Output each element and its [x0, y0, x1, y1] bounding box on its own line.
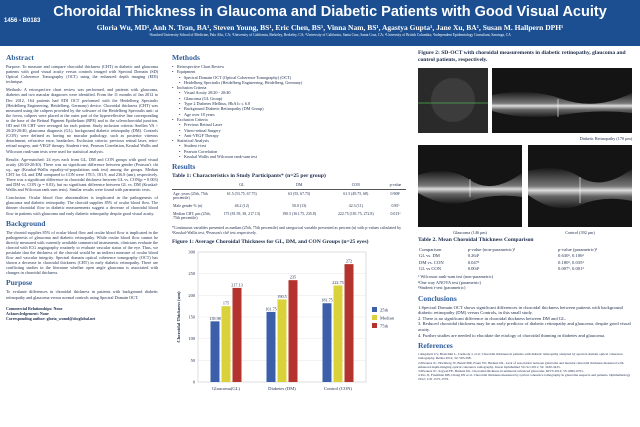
- abstract-conclusion: Conclusion: Ocular blood flow abnormalities is implicated in the pathogenesis of glaucoma and diabetic retinopathy. The choroid supplies 85% of ocular blood flow. The thinner choroidal flow in diabetic measurements suggest a decrease of choroidal blood flow in patients with glaucoma and early diabetic retinopathy despite good visual acuity.: [6, 195, 158, 216]
- purpose-text: To evaluate differences in choroidal thickness in patients with background diabetic retinopathy and glaucoma versus normal controls using Spectral Domain OCT.: [6, 289, 158, 300]
- results-heading: Results: [172, 162, 196, 172]
- methods-item-text: Type 2 Diabetes Mellitus, HbA1c ≤ 6.0: [184, 101, 250, 107]
- x-tick-label: Control (CON): [324, 386, 352, 392]
- table1-header-cell: p-value: [385, 182, 406, 189]
- table2-cell: 0.180¹, 0.035³: [558, 259, 584, 265]
- methods-item-text: Retrospective Chart Review: [177, 64, 225, 69]
- oct-scan-images: [418, 65, 632, 237]
- bullet-icon: •: [179, 95, 181, 101]
- bullet-icon: •: [179, 101, 181, 107]
- table-row: [418, 266, 632, 273]
- background-text: The choroid supplies 85% of ocular blood flow and ocular blood flow is implicated in the pathogenesis of glaucoma and diabetic retinopathy. While ocular blood flow cannot be directly measured with currently available commercial instruments, clinicians evaluate the choroid with ICG angiography routinely to evaluate vascular status of the eye. Thus, we postulate that the thickness of the choroid would be an indirect measure of ocular blood flow and vascular integrity. Spectral domain optical coherence tomography (OCT) has shown a decrease in choroidal thickness (CHT) in early diabetic retinopathy. There are conflicting studies in the literature whether open angle glaucoma is associated with changes in choroidal thickness.: [6, 229, 158, 276]
- bar: [222, 307, 231, 383]
- abstract-heading: Abstract: [6, 53, 34, 62]
- table2-cell: GL vs CON: [419, 266, 442, 272]
- y-tick-label: 250: [188, 271, 195, 277]
- legend-label: Median: [380, 315, 395, 321]
- background-heading: Background: [6, 218, 46, 228]
- y-tick-label: 150: [188, 314, 195, 320]
- table2-note: ³Student t-test (parametric): [418, 285, 466, 291]
- methods-item-text: Anti-VEGF Therapy: [184, 132, 219, 138]
- y-axis-label: Choroidal Thickness (um): [176, 291, 181, 344]
- author-list: Gloria Wu, MD¹, Anh N. Tran, BA¹, Steven Young, BS¹, Eric Chen, BS¹, Vinna Nam, BS¹, Agastya Gupta¹, Jane Xu, BA¹, Susan M. Hallpern DPH¹: [96, 23, 564, 32]
- table1-cell: 61.5 (49.75, 68): [343, 191, 369, 196]
- table2-cell: GL vs. DM: [419, 253, 440, 259]
- right-column: [418, 50, 634, 382]
- left-column: [6, 50, 158, 321]
- conclusions-list: [418, 305, 634, 339]
- reference-item: 2.Mwanza JC, Hochberg JT, Banitt MR, Feuer WJ, Budenz DL. Lack of association between glaucoma and macular choroidal thickness measured with enhanced depth-imaging optical coherence tomography. Invest Ophthalmol Vis Sci 2011; 52: 3430-3435.: [418, 360, 624, 369]
- conclusion-item: 4. Further studies are needed to elucidate the etiology of choroidal thinning in diabetes and glaucoma.: [418, 332, 606, 338]
- table1-cell: 0.013³: [390, 211, 401, 216]
- bar: [278, 300, 287, 383]
- bullet-icon: •: [172, 69, 174, 75]
- table1-cell: 42.3 (11): [348, 203, 363, 208]
- label-glaucoma: Glaucoma (146 μm): [453, 230, 487, 235]
- table1-caption: Table 1: Characteristics in Study Participants* (n=25 per group): [172, 173, 326, 180]
- table-row: [172, 210, 406, 222]
- bullet-icon: •: [179, 143, 181, 149]
- methods-item-text: Pearson Correlation: [184, 148, 218, 154]
- bullet-icon: •: [179, 90, 181, 96]
- figure1-caption: Figure 1: Average Choroidal Thickness for GL, DM, and CON Groups (n=25 eyes): [172, 239, 369, 246]
- bar-value-label: 217.13: [231, 282, 243, 288]
- bullet-icon: •: [179, 106, 181, 112]
- figure2-images: [418, 65, 632, 237]
- table-row: [418, 259, 632, 266]
- methods-item-text: Student t-test: [184, 143, 207, 149]
- bar: [233, 288, 242, 382]
- methods-item-text: Spectral Domain OCT (Optical Coherence Tomography) (OCT): [184, 74, 292, 80]
- table2-cell: 0.047¹: [467, 259, 480, 265]
- bar: [334, 286, 343, 383]
- table-row: [172, 189, 406, 202]
- bar: [323, 304, 332, 383]
- table1-cell: Age, years (25th, 75th percentile): [173, 191, 208, 201]
- affiliation-line: ¹Stanford University School of Medicine, Palo Alto, CA; ²University of California, Berkeley, Berkeley, CA; ³University of California, Santa Cruz, Santa Cruz, CA; ⁴University of British Columbia; ⁵Independent Epidemiology Consultant, Saratoga, CA: [149, 33, 511, 37]
- legend-swatch: [372, 307, 377, 312]
- methods-item-text: Age over 18 years: [184, 111, 215, 117]
- table1-cell: 0.85²: [391, 203, 400, 208]
- bullet-icon: •: [172, 116, 174, 122]
- poster-title: Choroidal Thickness in Glaucoma and Diabetic Patients with Good Visual Acuity: [53, 4, 607, 20]
- bullet-icon: •: [179, 154, 181, 160]
- bullet-icon: •: [172, 138, 174, 144]
- bullet-icon: •: [179, 127, 181, 133]
- oct-image-glaucoma: [418, 145, 522, 227]
- table1-cell: 46.2 (12): [234, 203, 249, 208]
- table1-header-cell: GL: [212, 182, 272, 189]
- support-line: Acknowledgement: None: [6, 310, 49, 316]
- poster-id: 1456 - B0183: [4, 18, 41, 24]
- table2-header-cell: p-value (parametric)²: [558, 246, 598, 252]
- methods-item: [172, 154, 406, 159]
- table2-cell: 0.004¹: [467, 266, 480, 272]
- table2-notes: [418, 274, 634, 290]
- bar-value-label: 235: [289, 275, 297, 281]
- table2-header-cell: Comparison: [419, 246, 442, 252]
- table2-caption: Table 2. Mean Choroidal Thickness Comparison: [418, 237, 534, 243]
- table2-note: ¹ Wilcoxon rank-sum test (non-parametric): [418, 274, 494, 280]
- methods-item-text: Kruskal Wallis and Wilcoxon rank-sum test: [184, 154, 257, 160]
- methods-heading: Methods: [172, 53, 200, 62]
- x-tick-label: Diabetes (DM): [268, 386, 296, 392]
- table1-cell: 190.5 (161.75, 235.8): [282, 211, 317, 216]
- x-tick-label: Glaucoma(GL): [211, 386, 241, 392]
- figure1-chart: [172, 246, 406, 396]
- table1-cell: 222.75 (181.75, 272.8): [337, 211, 374, 216]
- bar-chart-svg: [172, 246, 406, 396]
- y-tick-label: 0: [192, 379, 195, 385]
- conclusion-item: 1.Spectral Domain OCT shows significant differences in choroidal thickness between patients with background diabetic retinopathy (DM) versus Controls, in this small study.: [418, 304, 623, 316]
- bullet-icon: •: [179, 132, 181, 138]
- reference-item: 4.Yeo JJ, Friedman DB, Chang DS et al. Choroidal thickness measured by optical coherence tomography in glaucoma suspects and patients. Ophthalmology 2012; 119: 1575-1579.: [418, 373, 631, 382]
- reference-item: 3.Mwanza JC, Sayyad FE, Budenz DL. Choroidal thickness in unilateral advanced glaucoma. IOVS 2012; 53: 6695-6701.: [418, 368, 584, 373]
- contact-block: [6, 306, 158, 321]
- methods-list: [172, 64, 406, 159]
- references-heading: References: [418, 341, 453, 351]
- table1-header-cell: DM: [272, 182, 327, 189]
- bullet-icon: •: [172, 85, 174, 91]
- methods-item-text: Vitreo-retinal Surgery: [184, 127, 221, 133]
- bar-value-label: 175: [222, 301, 230, 307]
- methods-item-text: Previous Retinal Laser: [184, 122, 223, 128]
- table2: [418, 246, 632, 272]
- y-tick-label: 100: [188, 336, 195, 342]
- table2-cell: 0.630¹, 0.106³: [558, 253, 584, 259]
- table1-header-cell: [172, 182, 212, 189]
- methods-item-text: Heidelberg Spectralis (Heidelberg Engineering, Heidelberg, Germany): [184, 79, 303, 85]
- bar: [267, 312, 276, 382]
- legend-label: 25th: [380, 307, 389, 313]
- abstract-methods: Methods: A retrospective chart review was performed, and patients with glaucoma, diabetes and two macular diagnoses were identified. From the 11 months of Jan 2012 to Dec 2012, 164 patients had EDI OCT performed with the Heidelberg Spectralis (Heidelberg Engineering, Heidelberg, Germany) device. Choroidal thickness (CHT) was measured using the calipers provided by the software of the Heidelberg Spectralis unit: at the fovea, calipers were placed at the outer part of the hyperreflective line corresponding to the base of the Retinal Pigment Epithelium (RPE) and to the sclerochoroidal junction. OD and OS CHT were averaged for each patient. Study inclusion criteria: Snellen VA > 20/20-20/40, glaucoma diagnosis (GL), background diabetic retinopathy (DM). Controls (CON) were defined as having no macular pathology, such as posterior vitreous detachment, refractive error, headaches. Exclusion criteria: previous retinal laser, retro-retinal surgery, anti-VEGF therapy. Student t-test, Pearson Correlation, Kruskal Wallis and Wilcoxon rank-sum tests were used for statistical analysis.: [6, 87, 158, 154]
- table1-cell: Male gender % (n): [173, 203, 203, 208]
- table2-header-cell: p-value (non-parametric)¹: [467, 246, 516, 252]
- table2-cell: DM vs. CON: [419, 259, 444, 265]
- methods-item-text: Visual Acuity 20/20 - 20/40: [184, 90, 231, 96]
- bullet-icon: •: [179, 79, 181, 85]
- abstract-results: Results: Age-matched: 24 eyes each from GL, DM and CON groups with good visual acuity (20/20-20/40). There was no significant difference between gender (Pearson's chi sq., age (Kruskal-Wallis equality-of-populations rank test) among the groups. Median CHT for GL and DM compared to CON were 178.5, 181.9, and 236.8 (um), respectively. There was a significant difference in choroidal thickness between GL vs. CON(p = 0.003) and DM vs. CON (p = 0.03), but no significant difference between GL vs. DM (Kruskal-Wallis and Wilcoxon rank sum tests). Similar results were found with parametric tests.: [6, 156, 158, 193]
- methods-item-text: Inclusion Criteria: [177, 85, 207, 91]
- purpose-heading: Purpose: [6, 278, 33, 288]
- y-tick-label: 200: [188, 293, 195, 299]
- table1-cell: Median CHT, μm (25th, 75th percentile): [173, 211, 211, 221]
- label-control: Control (392 μm): [565, 230, 595, 235]
- table-row: [418, 253, 632, 260]
- poster-banner: [0, 0, 640, 46]
- methods-item-text: Background Diabetic Retinopathy (DM Group): [184, 106, 264, 112]
- bar-value-label: 190.5: [277, 294, 287, 300]
- corresponding-author: Corresponding author: gloria_wumd@sbcglobal.net: [6, 315, 96, 321]
- methods-item-text: Equipment: [177, 69, 196, 75]
- legend-swatch: [372, 323, 377, 328]
- table2-cell: 0.264¹: [467, 253, 480, 259]
- table1-header-cell: CON: [327, 182, 385, 189]
- bar: [345, 265, 354, 383]
- table2-note: ²One way ANOVA test (parametric): [418, 279, 481, 285]
- table1-cell: 61.5 (53.75, 67.75): [226, 191, 257, 196]
- table1: [172, 182, 406, 222]
- bar-value-label: 222.75: [332, 280, 344, 286]
- bar-value-label: 272: [345, 259, 353, 265]
- y-tick-label: 50: [190, 358, 195, 364]
- oct-image-diabetic: [418, 68, 632, 133]
- bullet-icon: •: [179, 122, 181, 128]
- legend-label: 75th: [380, 323, 389, 329]
- middle-column: [172, 50, 406, 396]
- bar: [289, 281, 298, 383]
- legend-swatch: [372, 315, 377, 320]
- bar: [211, 322, 220, 383]
- conclusions-heading: Conclusions: [418, 293, 457, 303]
- references-list: [418, 352, 634, 381]
- oct-image-control: [528, 145, 632, 227]
- methods-item-text: Statistical Analysis: [177, 138, 209, 144]
- bar-value-label: 139.98: [209, 316, 221, 322]
- table-row: [172, 202, 406, 210]
- bullet-icon: •: [179, 74, 181, 80]
- figure2-caption: Figure 2: SD-OCT with choroidal measurements in diabetic retinopathy, glaucoma and control patients, respectively.: [418, 50, 626, 63]
- bullet-icon: •: [172, 64, 174, 69]
- bar-value-label: 181.75: [321, 298, 333, 304]
- y-tick-label: 300: [188, 249, 195, 255]
- table1-cell: 175 (81.59, 38, 217.13): [223, 211, 261, 216]
- table1-cell: 0.908¹: [390, 191, 401, 196]
- conclusion-item: 2. There is no significant difference in choroidal thickness between DM and GL.: [418, 315, 567, 321]
- bullet-icon: •: [179, 111, 181, 117]
- table1-cell: 50.0 (13): [292, 203, 307, 208]
- table1-cell: 63 (55, 67.75): [288, 191, 311, 196]
- label-diabetic: Diabetic Retinopathy (170 μm): [579, 136, 632, 141]
- bullet-icon: •: [179, 148, 181, 154]
- methods-item-text: Glaucoma (GL Group): [184, 95, 223, 101]
- bar-value-label: 161.75: [265, 306, 277, 312]
- methods-item-text: Exclusion Criteria: [177, 116, 208, 122]
- abstract-purpose: Purpose: To measure and compare choroidal thickness (CHT) in diabetic and glaucoma patients with good visual acuity versus controls imaged with Spectral Domain (SD) Optical Coherence Tomography (OCT) using the enhanced depth imaging (EDI) technique.: [6, 64, 158, 85]
- table1-note: *Continuous variables presented as median (25th, 75th percentile) and categorical variable presented as percent (n) with p-values calculated by ¹Kruskal-Wallis test, ²Pearson's chi² test respectively.: [172, 225, 402, 236]
- reference-item: 1.Regatieri CV, Branchini L, Carmody J, et al. Choroidal thickness in patients with diabetic retinopathy analyzed by spectral-domain optical coherence tomography. Retina 2012; 32: 563-568.: [418, 352, 623, 361]
- commercial-relationships: Commercial Relationships: None: [6, 305, 63, 311]
- conclusion-item: 3. Reduced choroidal thickness may be an early predictor of diabetic retinopathy and glaucoma, despite good visual acuity.: [418, 321, 631, 332]
- table2-cell: 0.007¹, 0.001³: [558, 266, 584, 272]
